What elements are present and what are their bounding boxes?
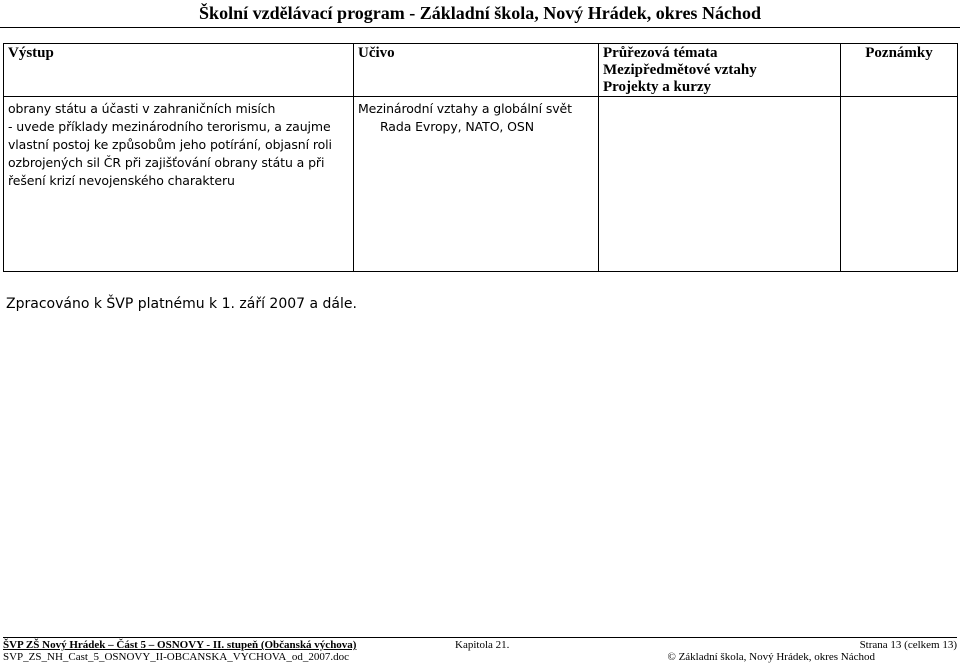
footer-page-number: Strana 13 (celkem 13) [859, 639, 957, 651]
header-vystup: Výstup [4, 44, 354, 97]
header-prurezova-temata [599, 44, 841, 97]
footer-chapter: Kapitola 21. [455, 639, 510, 651]
prurezova-temata-cell [599, 97, 841, 272]
vystup-line: ozbrojených sil ČR při zajišťování obrany státu a při [8, 155, 325, 170]
footer-filename: SVP_ZS_NH_Cast_5_OSNOVY_II-OBCANSKA_VYCHOVA_od_2007.doc [3, 651, 350, 663]
table-header-row [4, 44, 958, 97]
poznamky-cell [841, 97, 958, 272]
header-pt-line2: Mezipředmětové vztahy [603, 62, 757, 78]
vystup-line: - uvede příklady mezinárodního terorismu, a zaujme [8, 119, 331, 134]
curriculum-table [3, 43, 958, 272]
header-pt-line1: Průřezová témata [603, 45, 718, 61]
footer-document-name: ŠVP ZŠ Nový Hrádek – Část 5 – OSNOVY - II. stupeň (Občanská výchova) [3, 639, 357, 651]
header-ucivo: Učivo [354, 44, 599, 97]
header-pt-line3: Projekty a kurzy [603, 79, 712, 95]
ucivo-line2: Rada Evropy, NATO, OSN [380, 119, 535, 134]
footer-copyright: © Základní škola, Nový Hrádek, okres Náchod [667, 651, 875, 663]
vystup-line: řešení krizí nevojenského charakteru [8, 173, 235, 188]
vystup-line: vlastní postoj ke způsobům jeho potírání, objasní roli [8, 137, 332, 152]
ucivo-cell [354, 97, 599, 272]
document-header [0, 0, 960, 28]
document-footer [3, 637, 957, 663]
vystup-line: obrany státu a účasti v zahraničních misích [8, 101, 276, 116]
ucivo-line1: Mezinárodní vztahy a globální svět [358, 101, 572, 116]
table-row [4, 97, 958, 272]
validity-note: Zpracováno k ŠVP platnému k 1. září 2007 a dále. [6, 296, 357, 312]
vystup-cell [4, 97, 354, 272]
document-title: Školní vzdělávací program - Základní škola, Nový Hrádek, okres Náchod [199, 3, 761, 23]
header-poznamky: Poznámky [841, 44, 958, 97]
